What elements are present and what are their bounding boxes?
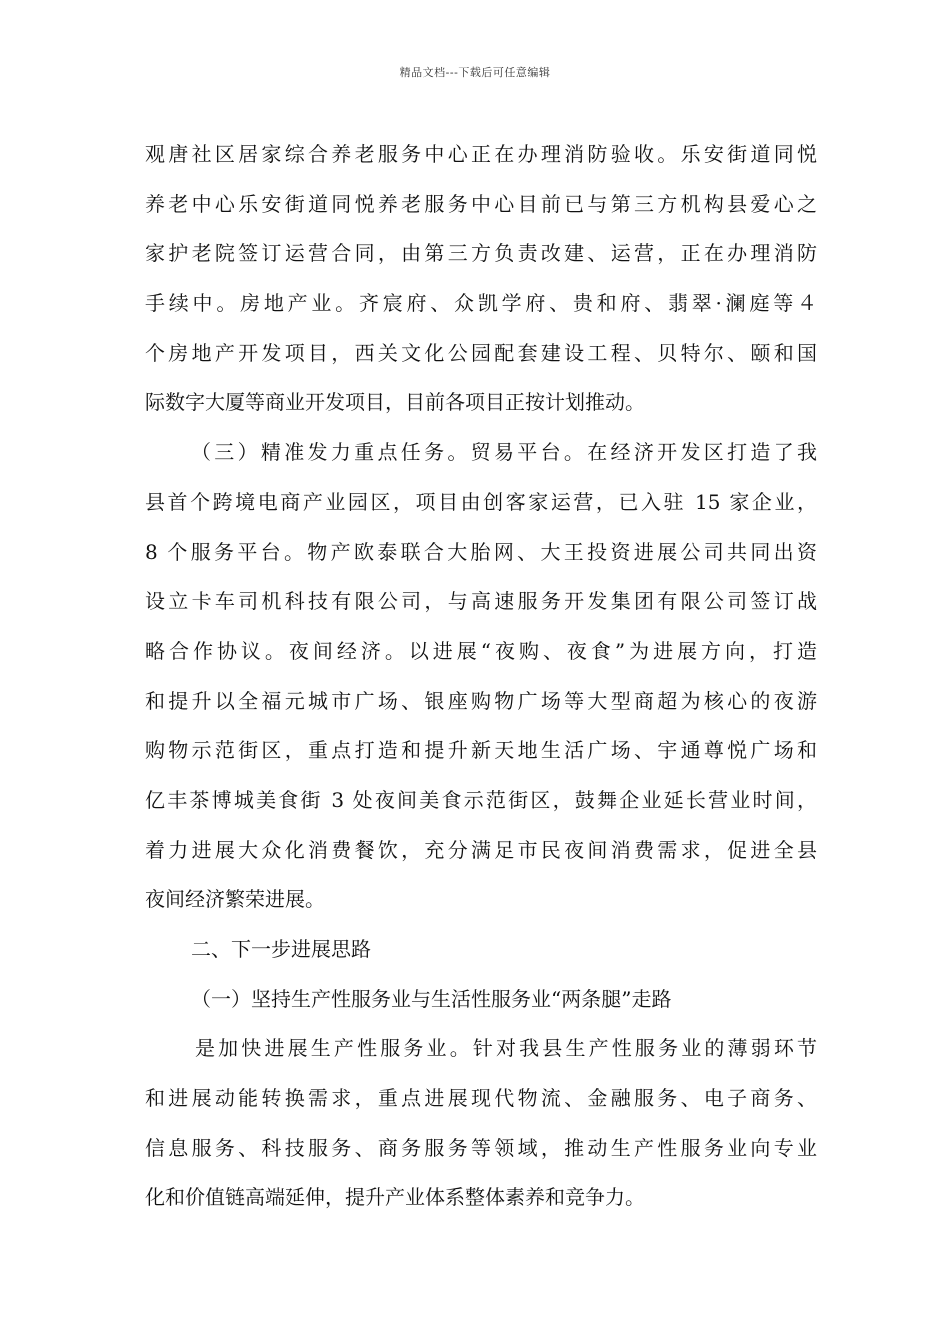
paragraph-line: 和进展动能转换需求，重点进展现代物流、金融服务、电子商务、: [145, 1086, 817, 1111]
paragraph-line: 是加快进展生产性服务业。针对我县生产性服务业的薄弱环节: [195, 1036, 817, 1061]
paragraph-line: 夜间经济繁荣进展。: [145, 887, 325, 912]
subsection-heading: （一）坚持生产性服务业与生活性服务业“两条腿”走路: [191, 986, 672, 1011]
paragraph-line: 8 个服务平台。物产欧泰联合大胎网、大王投资进展公司共同出资: [145, 539, 817, 564]
paragraph-line: 亿丰茶博城美食街 3 处夜间美食示范街区，鼓舞企业延长营业时间，: [145, 787, 817, 812]
page-header: 精品文档---下载后可任意编辑: [399, 66, 551, 79]
document-body: [145, 130, 817, 1223]
paragraph-line: 县首个跨境电商产业园区，项目由创客家运营，已入驻 15 家企业，: [145, 489, 817, 514]
paragraph-line: 和提升以全福元城市广场、银座购物广场等大型商超为核心的夜游: [145, 688, 817, 713]
paragraph-line: 养老中心乐安街道同悦养老服务中心目前已与第三方机构县爱心之: [145, 191, 817, 216]
paragraph-line: 购物示范街区，重点打造和提升新天地生活广场、宇通尊悦广场和: [145, 738, 817, 763]
paragraph-line: 个房地产开发项目，西关文化公园配套建设工程、贝特尔、颐和国: [145, 340, 817, 365]
paragraph-line: 化和价值链高端延伸，提升产业体系整体素养和竞争力。: [145, 1185, 645, 1210]
paragraph-line: 设立卡车司机科技有限公司，与高速服务开发集团有限公司签订战: [145, 589, 817, 614]
paragraph-line: 着力进展大众化消费餐饮，充分满足市民夜间消费需求，促进全县: [145, 837, 817, 862]
paragraph-line: （三）精准发力重点任务。贸易平台。在经济开发区打造了我: [191, 440, 817, 465]
paragraph-line: 观唐社区居家综合养老服务中心正在办理消防验收。乐安街道同悦: [145, 142, 817, 166]
paragraph-line: 略合作协议。夜间经济。以进展“夜购、夜食”为进展方向，打造: [145, 638, 817, 663]
paragraph-line: 家护老院签订运营合同，由第三方负责改建、运营，正在办理消防: [145, 241, 817, 266]
paragraph-line: 信息服务、科技服务、商务服务等领域，推动生产性服务业向专业: [145, 1135, 817, 1160]
section-heading: 二、下一步进展思路: [191, 937, 371, 961]
paragraph-line: 手续中。房地产业。齐宸府、众凯学府、贵和府、翡翠·澜庭等４: [145, 291, 817, 316]
paragraph-line: 际数字大厦等商业开发项目，目前各项目正按计划推动。: [145, 390, 645, 415]
